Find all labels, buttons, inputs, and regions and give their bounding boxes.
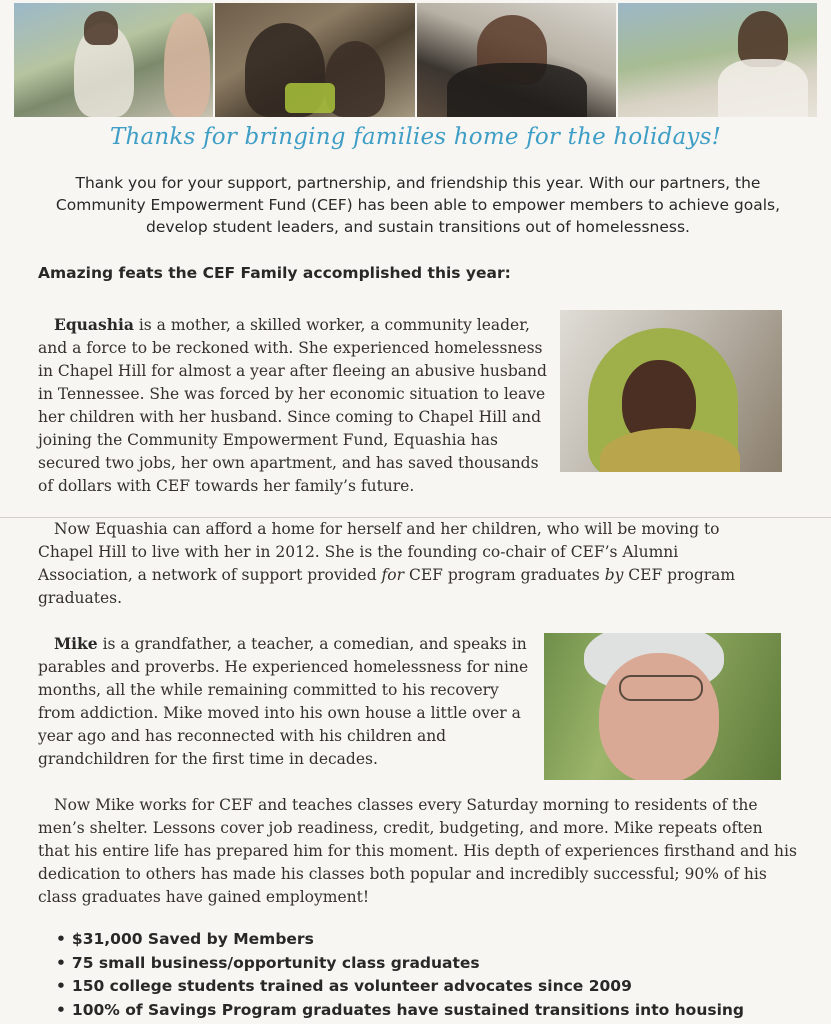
equashia-text-2b: CEF program graduates xyxy=(404,566,605,584)
page-title: Thanks for bringing families home for the holidays! xyxy=(109,124,722,150)
photo-man-handshake xyxy=(14,3,213,117)
equashia-paragraph xyxy=(38,313,558,498)
intro-paragraph: Thank you for your support, partnership, and friendship this year. With our partners, the Community Empowerment Fund (CEF) has been able to empower members to achieve goals, develop student leaders, and sustain transitions out of homelessness. xyxy=(55,174,781,236)
photo-smiling-young-man xyxy=(417,3,616,117)
mike-photo xyxy=(544,633,781,780)
mike-text-2: Now Mike works for CEF and teaches classes every Saturday morning to residents of the men’s shelter. Lessons cover job readiness, credit, budgeting, and more. Mike repeats often that his entire life has prepared him for this moment. His depth of experiences firsthand and his dedication to others has made his classes both popular and incredibly successful; 90% of his class graduates have gained employment! xyxy=(38,796,797,906)
stat-item: • $31,000 Saved by Members xyxy=(56,928,744,952)
header-photo-strip xyxy=(14,3,817,117)
equashia-em-by: by xyxy=(604,566,624,584)
stats-list xyxy=(56,928,744,1022)
photo-woman-waving xyxy=(618,3,817,117)
mike-text: is a grandfather, a teacher, a comedian, and speaks in parables and proverbs. He experienced homelessness for nine months, all the while remaining committed to his recovery from addiction. Mike moved into his own house a little over a year ago and has reconnected with his children and grandchildren for the first time in decades. xyxy=(38,635,529,768)
feats-heading: Amazing feats the CEF Family accomplished this year: xyxy=(38,264,511,282)
stat-item: • 150 college students trained as volunteer advocates since 2009 xyxy=(56,975,744,999)
photo-woman-with-child xyxy=(215,3,414,117)
mike-paragraph-2 xyxy=(38,794,798,909)
equashia-paragraph-2 xyxy=(38,518,773,610)
equashia-text-2a: Now Equashia can afford a home for herself and her children, who will be moving to Chapel Hill to live with her in 2012. She is the founding co-chair of CEF’s Alumni Association, a network of support provided xyxy=(38,520,720,584)
equashia-text-2c: CEF program graduates. xyxy=(38,566,736,607)
stat-item: • 100% of Savings Program graduates have sustained transitions into housing xyxy=(56,999,744,1023)
stat-item: • 75 small business/opportunity class graduates xyxy=(56,952,744,976)
equashia-em-for: for xyxy=(381,566,405,584)
equashia-text: is a mother, a skilled worker, a community leader, and a force to be reckoned with. She experienced homelessness in Chapel Hill for almost a year after fleeing an abusive husband in Tennessee. She was forced by her economic situation to leave her children with her husband. Since coming to Chapel Hill and joining the Community Empowerment Fund, Equashia has secured two jobs, her own apartment, and has saved thousands of dollars with CEF towards her family’s future. xyxy=(38,316,547,495)
mike-name: Mike xyxy=(54,634,98,653)
equashia-photo xyxy=(560,310,782,472)
mike-paragraph xyxy=(38,632,538,771)
equashia-name: Equashia xyxy=(54,315,134,334)
